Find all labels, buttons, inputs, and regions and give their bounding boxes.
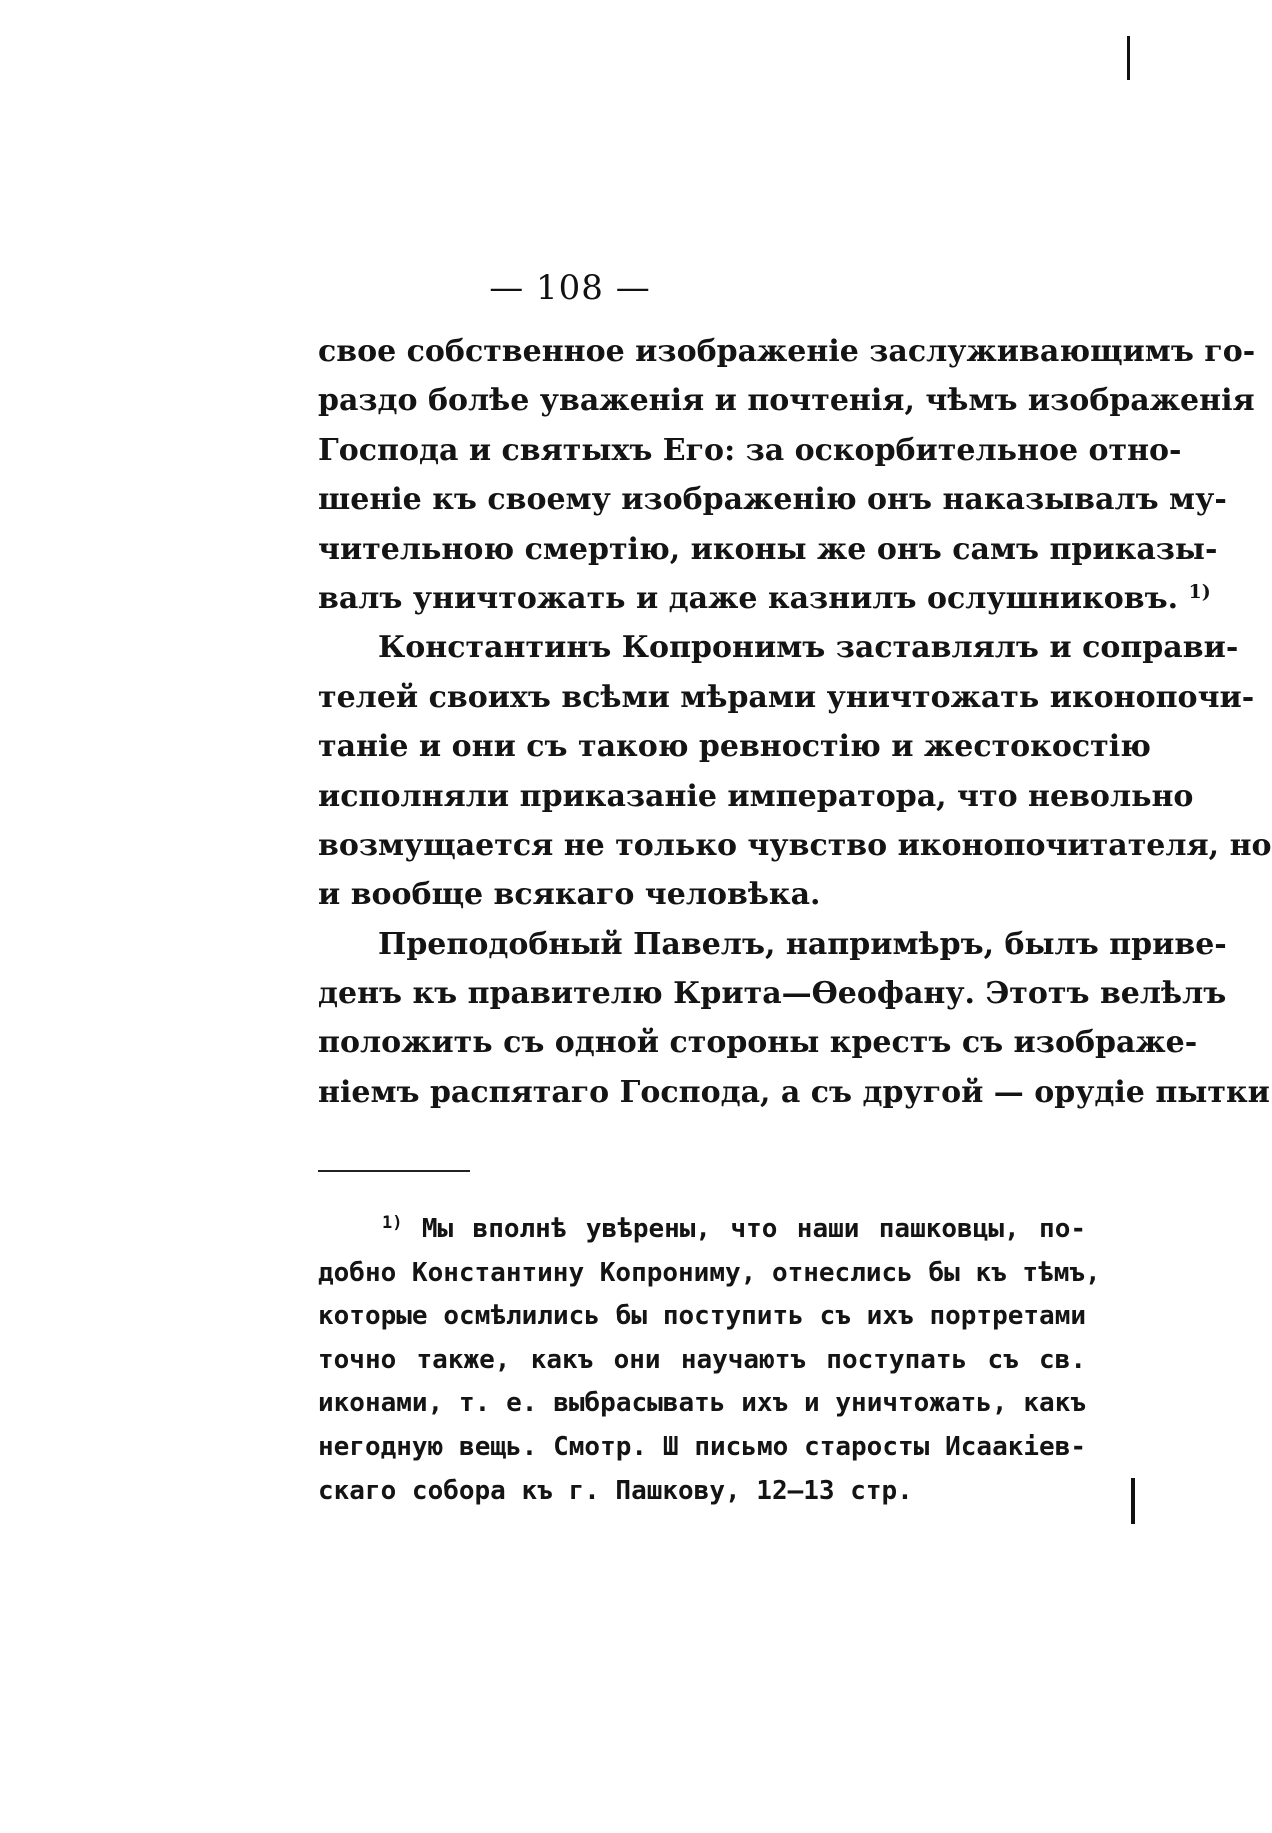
- scan-edge-mark: [1131, 1478, 1135, 1524]
- text-line: ніемъ распятаго Господа, а съ другой — орудіе пытки: [318, 1074, 1270, 1110]
- page-number: — 108 —: [489, 268, 651, 308]
- footnote-marker: 1): [382, 1213, 403, 1233]
- footnote-line: негодную вещь. Смотр. Ш письмо старосты Исаакіев-: [318, 1431, 1086, 1462]
- text-line: шеніе къ своему изображенію онъ наказывалъ му-: [318, 482, 1227, 518]
- text-line-with-note: [318, 574, 1211, 623]
- footnote-line: скаго собора къ г. Пашкову, 12—13 стр.: [318, 1475, 913, 1506]
- scan-edge-mark: [1127, 36, 1130, 80]
- text-line: таніе и они съ такою ревностію и жестокостію: [318, 729, 1151, 765]
- text-line: Преподобный Павелъ, напримѣръ, былъ приве-: [378, 926, 1227, 962]
- footnote: [318, 1208, 1101, 1513]
- footnote-first-line: [318, 1208, 1086, 1252]
- text-line: Господа и святыхъ Его: за оскорбительное отно-: [318, 432, 1182, 468]
- text-line: чительною смертію, иконы же онъ самъ приказы-: [318, 531, 1218, 567]
- text-line: денъ къ правителю Крита—Ѳеофану. Этотъ велѣлъ: [318, 976, 1227, 1012]
- text-line: раздо болѣе уваженія и почтенія, чѣмъ изображенія: [318, 383, 1255, 419]
- text-line: и вообще всякаго человѣка.: [318, 877, 821, 913]
- text-line: телей своихъ всѣми мѣрами уничтожать иконопочи-: [318, 679, 1255, 715]
- footnote-reference: 1): [1188, 580, 1211, 603]
- footnote-line: точно также, какъ они научаютъ поступать съ св.: [318, 1344, 1086, 1375]
- main-text: [318, 327, 1272, 1117]
- text-line: свое собственное изображеніе заслуживающимъ го-: [318, 334, 1256, 369]
- text-line: положить съ одной стороны крестъ съ изображе-: [318, 1025, 1198, 1061]
- footnote-line: Мы вполнѣ увѣрены, что наши пашковцы, по-: [421, 1214, 1087, 1244]
- footnote-line: иконами, т. е. выбрасывать ихъ и уничтожать, какъ: [318, 1388, 1086, 1419]
- text-line: Константинъ Копронимъ заставлялъ и соправи-: [378, 630, 1239, 666]
- text-line: исполняли приказаніе императора, что невольно: [318, 778, 1194, 814]
- text-line: валъ уничтожать и даже казнилъ ослушниковъ.: [318, 580, 1179, 616]
- footnote-line: которые осмѣлились бы поступить съ ихъ портретами: [318, 1301, 1086, 1332]
- text-line: возмущается не только чувство иконопочитателя, но: [318, 827, 1272, 863]
- footnote-line: добно Константину Копрониму, отнеслись бы къ тѣмъ,: [318, 1257, 1101, 1288]
- footnote-divider: [318, 1170, 470, 1172]
